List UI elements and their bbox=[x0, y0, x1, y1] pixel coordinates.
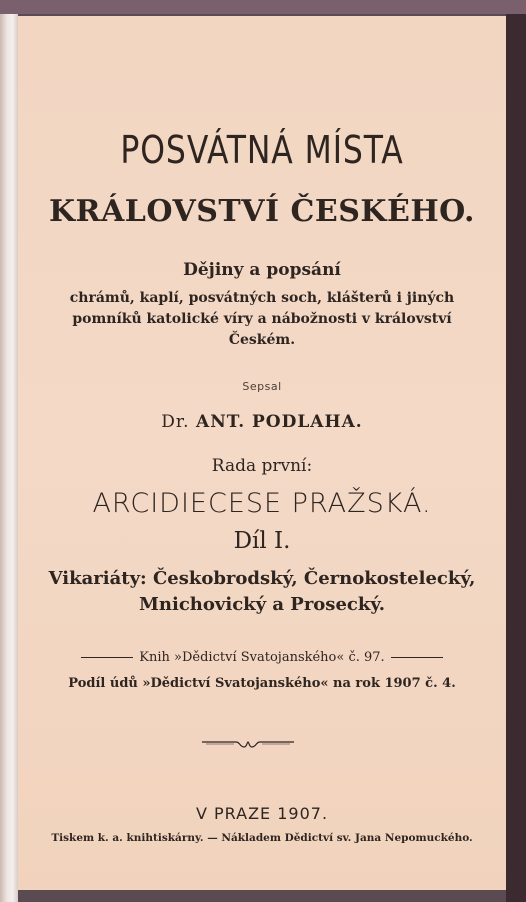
book-series-line bbox=[18, 650, 506, 665]
ornament-divider-icon bbox=[200, 736, 296, 750]
description bbox=[18, 288, 506, 351]
right-rule bbox=[391, 657, 443, 658]
title-line-1: POSVÁTNÁ MÍSTA bbox=[120, 128, 404, 172]
description-line: Českém. bbox=[228, 332, 296, 348]
vicariates-line: Mnichovický a Prosecký. bbox=[139, 594, 385, 615]
author-prefix: Dr. bbox=[161, 412, 190, 432]
description-line: chrámů, kaplí, posvátných soch, klášterů i jiných bbox=[69, 290, 455, 306]
compiled-by-label: Sepsal bbox=[242, 380, 282, 393]
part-number: Díl I. bbox=[233, 528, 291, 554]
archdiocese-title: ARCIDIECESE PRAŽSKÁ. bbox=[92, 488, 432, 519]
book-right-edge bbox=[506, 14, 526, 902]
book-series: Knih »Dědictví Svatojanského« č. 97. bbox=[139, 650, 385, 665]
left-rule bbox=[81, 657, 133, 658]
author-name: ANT. PODLAHA. bbox=[196, 412, 363, 432]
place-and-year: V PRAZE 1907. bbox=[195, 804, 329, 823]
imprint-line: Tiskem k. a. knihtiskárny. — Nákladem Dědictví sv. Jana Nepomuckého. bbox=[51, 832, 473, 844]
series-label: Rada první: bbox=[211, 456, 313, 476]
author bbox=[18, 412, 506, 432]
title-line-2: KRÁLOVSTVÍ ČESKÉHO. bbox=[48, 194, 475, 229]
share-note: Podíl údů »Dědictví Svatojanského« na rok 1907 č. 4. bbox=[68, 676, 456, 691]
subtitle: Dějiny a popsání bbox=[183, 260, 341, 280]
vicariates-line: Vikariáty: Českobrodský, Černokostelecký, bbox=[48, 568, 476, 589]
book-spine-edge bbox=[0, 14, 18, 902]
book-top-edge bbox=[0, 0, 526, 14]
title-page bbox=[18, 16, 506, 890]
description-line: pomníků katolické víry a nábožnosti v království bbox=[72, 311, 452, 327]
vicariates bbox=[18, 566, 506, 618]
